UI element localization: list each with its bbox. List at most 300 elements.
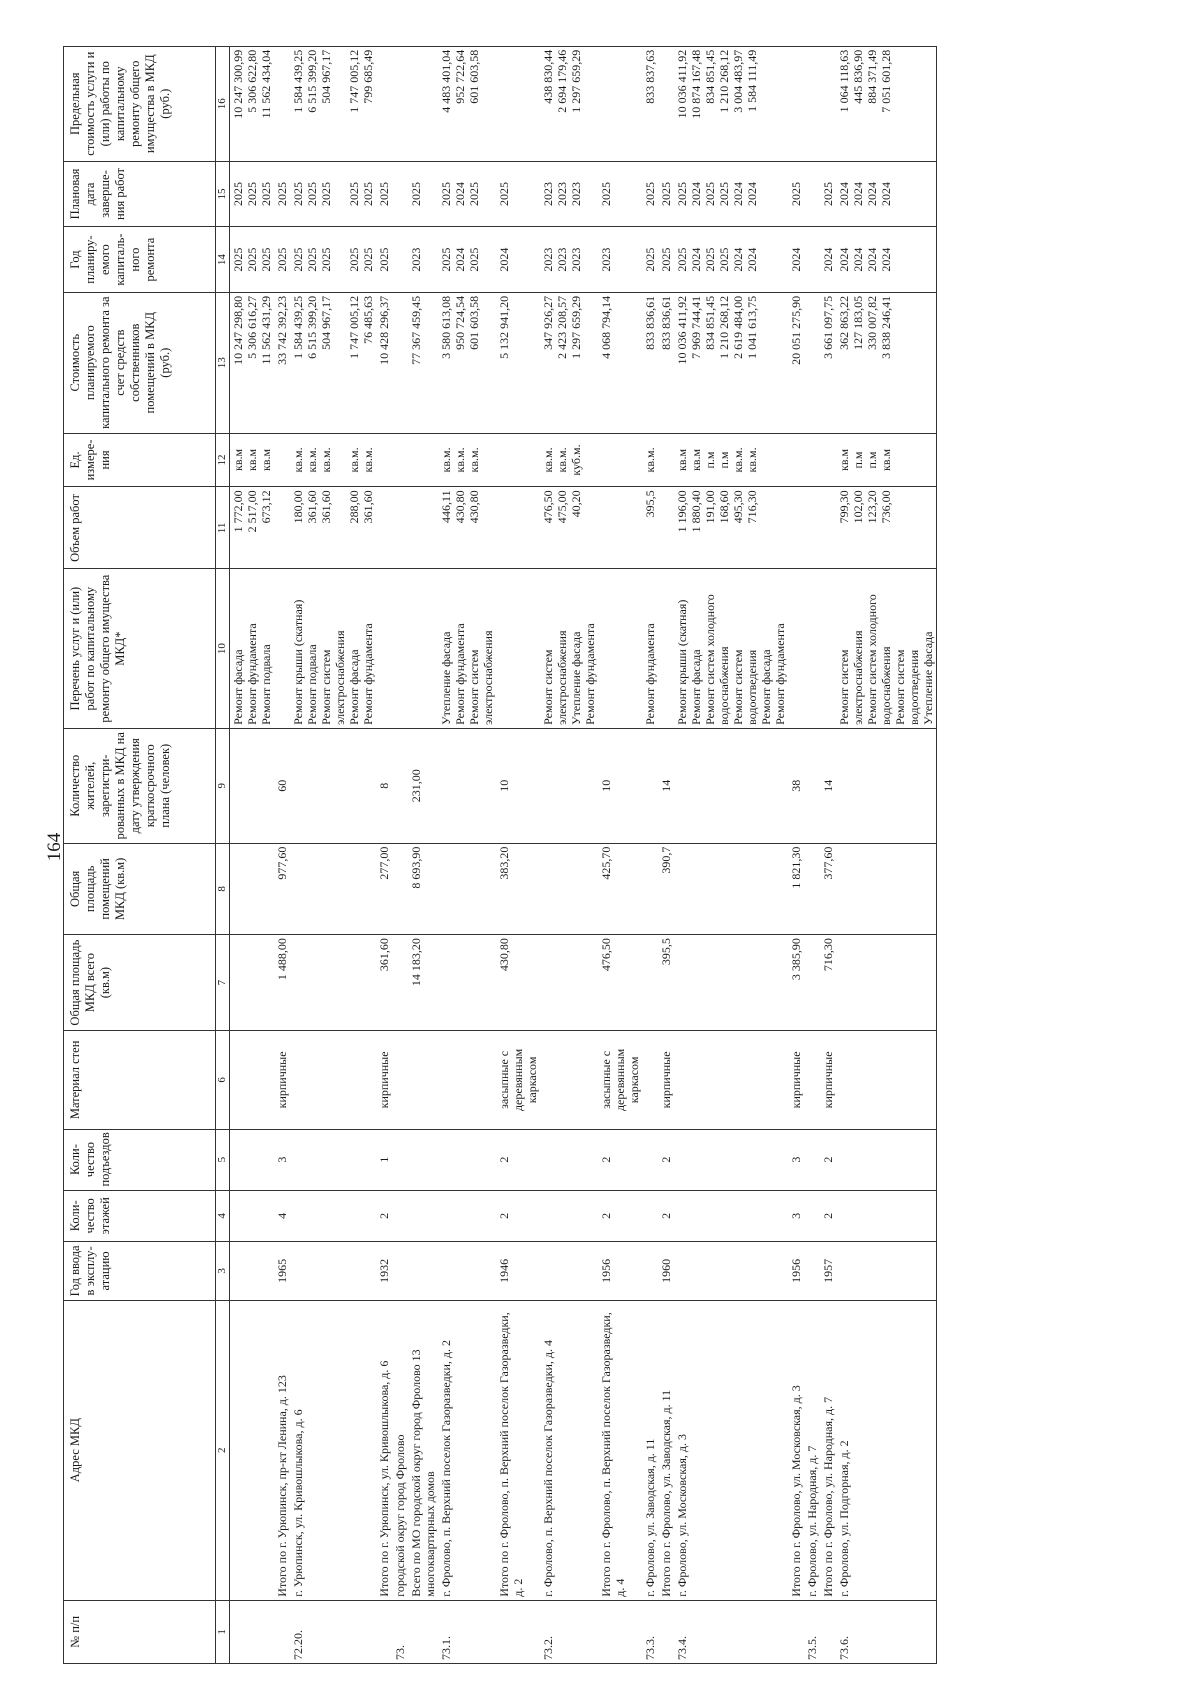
cell-num <box>540 1600 598 1663</box>
cell-line: 2025 <box>439 181 453 206</box>
cell-line: 673,12 <box>259 490 273 524</box>
cell-year <box>290 1242 376 1301</box>
cell-line: 10 428 296,37 <box>377 295 391 365</box>
cell-mat <box>230 1031 275 1129</box>
cell-line: 3 580 613,08 <box>439 295 453 359</box>
cell-line: 2025 <box>599 181 613 206</box>
cell-line: 952 722,64 <box>453 49 467 104</box>
cell-unit <box>804 433 820 487</box>
cell-line <box>333 165 347 224</box>
cell-works <box>820 569 836 728</box>
table-row <box>376 35 392 1664</box>
cell-year <box>836 1242 937 1301</box>
cell-works <box>376 569 392 728</box>
cell-yr <box>820 227 836 293</box>
cell-floors <box>496 1190 540 1242</box>
column-header-11: Объем работ <box>64 487 216 569</box>
column-header-6: Материал стен <box>64 1031 216 1129</box>
cell-unit <box>496 433 540 487</box>
cell-addr <box>376 1300 392 1600</box>
cell-yr <box>438 227 496 293</box>
cell-line: 3 004 483,97 <box>731 49 745 113</box>
cell-mat <box>392 1031 408 1129</box>
cell-line: 495,30 <box>731 490 745 524</box>
cell-line: кв.м. <box>439 447 453 473</box>
cell-cost <box>642 292 658 433</box>
cell-line: 6 515 399,20 <box>305 295 319 359</box>
cell-addr <box>598 1300 642 1600</box>
cell-vol <box>804 487 820 569</box>
cell-area <box>788 935 804 1031</box>
cell-yr <box>496 227 540 293</box>
cell-line: 10 874 167,48 <box>689 49 703 119</box>
cell-num <box>820 1600 836 1663</box>
cell-num <box>496 1600 540 1663</box>
cell-text: г. Фролово, п. Верхний поселок Газоразведки, д. 2 <box>439 1339 453 1597</box>
cell-line: 2025 <box>659 181 673 206</box>
cell-line: 2023 <box>409 247 423 272</box>
cell-line: 20 051 275,90 <box>789 295 803 365</box>
column-number-13: 13 <box>216 292 230 433</box>
cell-line: Ремонт фундамента <box>643 623 657 725</box>
table-row <box>804 35 820 1664</box>
cell-text: 14 183,20 <box>409 938 423 987</box>
cell-line: 168,60 <box>717 490 731 524</box>
cell-line <box>333 296 347 430</box>
cell-line <box>333 50 347 158</box>
cell-limit <box>788 46 804 161</box>
cell-resid <box>836 728 937 843</box>
cell-line: 2024 <box>851 181 865 206</box>
cell-resid <box>496 728 540 843</box>
cell-limit <box>438 46 496 161</box>
cell-resid <box>804 728 820 843</box>
cell-text: 73.3. <box>643 1636 657 1660</box>
cell-text: кирпичные <box>659 1051 673 1109</box>
cell-line: 834 851,45 <box>703 295 717 350</box>
cell-addr <box>674 1300 788 1600</box>
cell-unit <box>836 433 937 487</box>
cell-line: 2024 <box>689 247 703 272</box>
cell-addr <box>788 1300 804 1600</box>
cell-addr <box>836 1300 937 1600</box>
cell-floors <box>598 1190 642 1242</box>
cell-text: 73. <box>393 1645 407 1660</box>
column-header-12: Ед. измере-ния <box>64 433 216 487</box>
cell-line: 2025 <box>275 247 289 272</box>
cell-text: 14 <box>821 779 835 792</box>
cell-line: 10 036 411,92 <box>675 49 689 119</box>
table-row <box>836 35 937 1664</box>
cell-year <box>804 1242 820 1301</box>
cell-cost <box>408 292 438 433</box>
cell-yr <box>836 227 937 293</box>
cell-text: 1960 <box>659 1258 673 1283</box>
cell-line: 77 367 459,45 <box>409 295 423 365</box>
cell-year <box>820 1242 836 1301</box>
column-number-9: 9 <box>216 728 230 843</box>
cell-text: 8 693,90 <box>409 846 423 889</box>
cell-line: 10 036 411,92 <box>675 295 689 365</box>
column-number-8: 8 <box>216 843 230 934</box>
cell-plan <box>658 161 674 227</box>
cell-text: г. Фролово, ул. Народная, д. 7 <box>805 1445 819 1597</box>
cell-text: 38 <box>789 779 803 792</box>
cell-text: кирпичные <box>789 1051 803 1109</box>
table-row <box>496 35 540 1664</box>
cell-text: 425,70 <box>599 846 613 880</box>
cell-vol <box>376 487 392 569</box>
cell-num <box>290 1600 376 1663</box>
cell-floors <box>642 1190 658 1242</box>
cell-area2 <box>642 843 658 934</box>
cell-cost <box>496 292 540 433</box>
cell-line: 1 196,00 <box>675 490 689 533</box>
cell-text: Итого по г. Фролово, ул. Народная, д. 7 <box>821 1396 835 1597</box>
cell-line: 11 562 434,04 <box>259 49 273 119</box>
cell-area2 <box>836 843 937 934</box>
cell-line: 950 724,54 <box>453 295 467 350</box>
cell-area <box>392 935 408 1031</box>
cell-resid <box>392 728 408 843</box>
cell-area2 <box>392 843 408 934</box>
cell-text: 60 <box>275 779 289 792</box>
cell-addr <box>392 1300 408 1600</box>
cell-line: 833 836,61 <box>659 295 673 350</box>
cell-mat <box>804 1031 820 1129</box>
cell-addr <box>642 1300 658 1600</box>
cell-limit <box>674 46 788 161</box>
cell-area2 <box>804 843 820 934</box>
cell-area <box>674 935 788 1031</box>
cell-yr <box>804 227 820 293</box>
column-header-14: Год планиру-емого капиталь-ного ремонта <box>64 227 216 293</box>
cell-area <box>642 935 658 1031</box>
cell-resid <box>674 728 788 843</box>
cell-line: 2023 <box>541 181 555 206</box>
cell-line: 102,00 <box>851 490 865 524</box>
column-header-15: Плановая дата заверше-ния работ <box>64 161 216 227</box>
cell-entr <box>788 1129 804 1190</box>
cell-text: 4 <box>275 1212 289 1219</box>
cell-entr <box>540 1129 598 1190</box>
cell-vol <box>820 487 836 569</box>
cell-line: кв.м. <box>731 447 745 473</box>
cell-mat <box>598 1031 642 1129</box>
cell-line: Ремонт фасада <box>231 649 245 725</box>
cell-text: 430,80 <box>497 938 511 972</box>
cell-entr <box>836 1129 937 1190</box>
cell-line: 2025 <box>377 181 391 206</box>
cell-entr <box>408 1129 438 1190</box>
cell-line: 5 306 616,27 <box>245 295 259 359</box>
cell-area2 <box>408 843 438 934</box>
cell-line: 2024 <box>837 247 851 272</box>
cell-line: кв.м <box>879 448 893 472</box>
cell-line: 7 051 601,28 <box>879 49 893 113</box>
cell-entr <box>674 1129 788 1190</box>
cell-floors <box>408 1190 438 1242</box>
cell-vol <box>230 487 275 569</box>
cell-text: 1956 <box>599 1258 613 1283</box>
cell-vol <box>438 487 496 569</box>
cell-unit <box>674 433 788 487</box>
cell-line: 1 880,40 <box>689 490 703 533</box>
cell-resid <box>408 728 438 843</box>
cell-line: 2025 <box>259 247 273 272</box>
cell-line: 2025 <box>231 247 245 272</box>
cell-text: 377,60 <box>821 846 835 880</box>
column-header-8: Общая площадь помещений МКД (кв.м) <box>64 843 216 934</box>
cell-line: Ремонт систем холодного водоснабжения <box>703 594 731 725</box>
cell-plan <box>290 161 376 227</box>
cell-line: кв.м <box>231 448 245 472</box>
cell-line: 5 306 622,80 <box>245 49 259 113</box>
cell-area2 <box>274 843 290 934</box>
cell-line: 2024 <box>851 247 865 272</box>
cell-text: городской округ город Фролово <box>393 1434 407 1597</box>
cell-year <box>408 1242 438 1301</box>
cell-resid <box>290 728 376 843</box>
cell-vol <box>274 487 290 569</box>
cell-works <box>408 569 438 728</box>
cell-line: 1 297 659,29 <box>569 295 583 359</box>
cell-line: 504 967,17 <box>319 49 333 104</box>
cell-line: 2025 <box>305 247 319 272</box>
cell-area <box>598 935 642 1031</box>
cell-year <box>392 1242 408 1301</box>
cell-text: 2 <box>599 1212 613 1219</box>
cell-floors <box>290 1190 376 1242</box>
cell-addr <box>438 1300 496 1600</box>
cell-line: 2025 <box>439 247 453 272</box>
cell-text: засыпные с деревянным каркасом <box>599 1048 641 1112</box>
cell-line: кв.м. <box>541 447 555 473</box>
cell-line: 1 747 005,12 <box>347 295 361 359</box>
cell-line: 430,80 <box>467 490 481 524</box>
capital-repair-table <box>63 34 937 1664</box>
cell-line: кв.м. <box>347 447 361 473</box>
cell-line: кв.м. <box>643 447 657 473</box>
cell-area <box>820 935 836 1031</box>
cell-line: Ремонт крыши (скатная) <box>291 599 305 725</box>
cell-year <box>438 1242 496 1301</box>
cell-line: 361,60 <box>319 490 333 524</box>
cell-line: 430,80 <box>453 490 467 524</box>
column-header-5: Коли-чество подъездов <box>64 1129 216 1190</box>
cell-limit <box>392 46 408 161</box>
cell-line: 330 007,82 <box>865 295 879 350</box>
column-number-5: 5 <box>216 1129 230 1190</box>
cell-entr <box>438 1129 496 1190</box>
cell-line: кв.м <box>837 448 851 472</box>
cell-unit <box>376 433 392 487</box>
cell-line: 2025 <box>319 181 333 206</box>
cell-unit <box>658 433 674 487</box>
cell-line: 2023 <box>569 181 583 206</box>
cell-area2 <box>496 843 540 934</box>
cell-line: 1 584 439,25 <box>291 49 305 113</box>
cell-cost <box>820 292 836 433</box>
column-header-1: № п/п <box>64 1600 216 1663</box>
cell-line: 2 423 208,57 <box>555 295 569 359</box>
cell-mat <box>642 1031 658 1129</box>
cell-line: 395,5 <box>643 490 657 518</box>
cell-entr <box>820 1129 836 1190</box>
cell-text: 2 <box>659 1212 673 1219</box>
cell-area2 <box>438 843 496 934</box>
cell-unit <box>230 433 275 487</box>
cell-text: 1956 <box>789 1258 803 1283</box>
cell-resid <box>438 728 496 843</box>
column-number-14: 14 <box>216 227 230 293</box>
cell-year <box>230 1242 275 1301</box>
cell-num <box>836 1600 937 1663</box>
cell-text: 10 <box>599 779 613 792</box>
cell-line: куб.м. <box>569 444 583 476</box>
cell-cost <box>674 292 788 433</box>
cell-line: 362 863,22 <box>837 295 851 350</box>
cell-resid <box>658 728 674 843</box>
cell-num <box>788 1600 804 1663</box>
cell-line: п.м <box>851 451 865 469</box>
cell-mat <box>674 1031 788 1129</box>
cell-text: г. Фролово, ул. Заводская, д. 11 <box>643 1438 657 1597</box>
cell-line: Ремонт систем электроснабжения <box>541 630 569 725</box>
cell-vol <box>836 487 937 569</box>
cell-cost <box>836 292 937 433</box>
cell-works <box>496 569 540 728</box>
cell-line: 2024 <box>745 181 759 206</box>
cell-line: 2025 <box>717 181 731 206</box>
cell-works <box>290 569 376 728</box>
cell-line: Ремонт фундамента <box>361 623 375 725</box>
cell-works <box>274 569 290 728</box>
cell-line: 601 603,58 <box>467 49 481 104</box>
cell-works <box>230 569 275 728</box>
cell-resid <box>642 728 658 843</box>
cell-limit <box>836 46 937 161</box>
cell-line: Ремонт систем холодного водоснабжения <box>865 594 893 725</box>
cell-limit <box>230 46 275 161</box>
cell-area2 <box>820 843 836 934</box>
cell-line: кв.м. <box>453 447 467 473</box>
cell-line: 2025 <box>497 181 511 206</box>
cell-yr <box>274 227 290 293</box>
cell-line: 2024 <box>879 247 893 272</box>
cell-text: 73.6. <box>837 1636 851 1660</box>
cell-line: 2025 <box>291 247 305 272</box>
cell-works <box>598 569 642 728</box>
cell-floors <box>804 1190 820 1242</box>
cell-text: г. Фролово, ул. Московская, д. 3 <box>675 1434 689 1597</box>
cell-text: 3 385,90 <box>789 938 803 981</box>
cell-line: Утепление фасада <box>569 631 583 725</box>
cell-mat <box>788 1031 804 1129</box>
cell-line: п.м <box>717 451 731 469</box>
cell-mat <box>438 1031 496 1129</box>
cell-line: 76 485,63 <box>361 295 375 344</box>
cell-line: 180,00 <box>291 490 305 524</box>
cell-area2 <box>598 843 642 934</box>
cell-floors <box>376 1190 392 1242</box>
cell-text: г. Фролово, п. Верхний поселок Газоразведки, д. 4 <box>541 1339 555 1597</box>
cell-yr <box>788 227 804 293</box>
cell-area <box>290 935 376 1031</box>
table-row <box>658 35 674 1664</box>
cell-text: 231,00 <box>409 769 423 803</box>
cell-text: кирпичные <box>377 1051 391 1109</box>
cell-plan <box>642 161 658 227</box>
cell-resid <box>376 728 392 843</box>
cell-mat <box>820 1031 836 1129</box>
cell-line: 2025 <box>245 247 259 272</box>
cell-works <box>438 569 496 728</box>
cell-text: Итого по г. Фролово, ул. Заводская, д. 11 <box>659 1389 673 1597</box>
cell-text: 716,30 <box>821 938 835 972</box>
table-row <box>230 35 275 1664</box>
cell-line: 438 830,44 <box>541 49 555 104</box>
cell-unit <box>392 433 408 487</box>
cell-line: Ремонт систем водоотведения <box>893 649 921 725</box>
cell-line <box>333 230 347 289</box>
cell-text: 2 <box>497 1212 511 1219</box>
cell-line: 2 694 179,46 <box>555 49 569 113</box>
cell-line: 833 837,63 <box>643 49 657 104</box>
cell-line: 2023 <box>555 181 569 206</box>
cell-line: 5 132 941,20 <box>497 295 511 359</box>
cell-vol <box>290 487 376 569</box>
cell-works <box>658 569 674 728</box>
cell-area <box>438 935 496 1031</box>
table-row <box>788 35 804 1664</box>
cell-line: 288,00 <box>347 490 361 524</box>
cell-line: 2024 <box>879 181 893 206</box>
cell-cost <box>290 292 376 433</box>
cell-year <box>540 1242 598 1301</box>
cell-line: 2024 <box>865 181 879 206</box>
cell-line: 2025 <box>409 181 423 206</box>
cell-text: 3 <box>275 1156 289 1163</box>
cell-line: 2025 <box>659 247 673 272</box>
cell-text: Всего по МО городской округ город Фролово 13 многоквартирных домов <box>409 1349 437 1597</box>
cell-area <box>408 935 438 1031</box>
cell-cost <box>230 292 275 433</box>
cell-addr <box>274 1300 290 1600</box>
cell-line: 191,00 <box>703 490 717 524</box>
cell-entr <box>290 1129 376 1190</box>
cell-area2 <box>376 843 392 934</box>
cell-num <box>804 1600 820 1663</box>
cell-line: 833 836,61 <box>643 295 657 350</box>
cell-text: 1 821,30 <box>789 846 803 889</box>
cell-area2 <box>658 843 674 934</box>
cell-limit <box>598 46 642 161</box>
cell-resid <box>788 728 804 843</box>
cell-area <box>230 935 275 1031</box>
cell-text: г. Фролово, ул. Подгорная, д. 2 <box>837 1440 851 1597</box>
cell-area <box>804 935 820 1031</box>
table-row <box>820 35 836 1664</box>
cell-line: 1 210 268,12 <box>717 295 731 359</box>
cell-addr <box>496 1300 540 1600</box>
cell-cost <box>376 292 392 433</box>
cell-entr <box>376 1129 392 1190</box>
cell-yr <box>230 227 275 293</box>
column-number-6: 6 <box>216 1031 230 1129</box>
cell-line: 6 515 399,20 <box>305 49 319 113</box>
cell-text: 73.4. <box>675 1636 689 1660</box>
